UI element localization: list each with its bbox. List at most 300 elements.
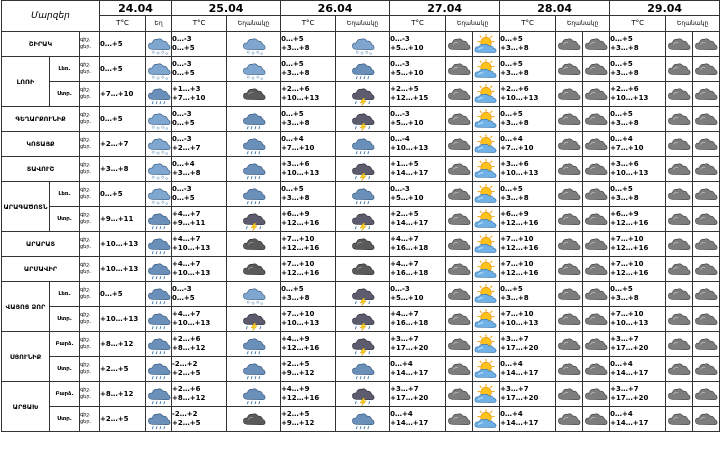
temperature-cell: 0…+5 [100, 107, 146, 132]
table-row [2, 382, 720, 407]
weather-icon-cell [473, 157, 500, 182]
weather-icon-cell [556, 57, 583, 82]
weather-icon-cell [227, 32, 281, 57]
weather-icon-cell [666, 182, 693, 207]
region-name: ՎԱՅՈՑ ՁՈՐ [2, 282, 50, 332]
cloud-icon [693, 308, 719, 331]
rain-cloud-icon [350, 408, 376, 431]
date-header: 29.04 [610, 1, 720, 16]
temperature-cell: 0…+5 [100, 282, 146, 307]
weather-icon-cell [336, 57, 390, 82]
temperature-cell: 0…+5 +3…+8 [281, 182, 336, 207]
rain-cloud-icon [241, 133, 267, 156]
weather-icon-cell [693, 107, 720, 132]
temperature-cell: +7…+10 +12…+16 [281, 257, 336, 282]
temperature-cell: 0…-3 0…+5 [172, 57, 227, 82]
weather-icon-cell [583, 307, 610, 332]
cloud-icon [583, 333, 609, 356]
weather-icon-cell [583, 282, 610, 307]
weather-icon-cell [693, 82, 720, 107]
table-row [2, 82, 720, 107]
weather-icon-cell [227, 382, 281, 407]
rain-cloud-icon [241, 183, 267, 206]
weather-icon-cell [473, 132, 500, 157]
sun-cloud-icon [473, 258, 499, 281]
sun-cloud-icon [473, 133, 499, 156]
weather-icon-cell [473, 82, 500, 107]
region-header: Մարզեր [2, 1, 100, 32]
day-night-label: գիշ. ցեր. [80, 107, 100, 132]
temperature-cell: +7…+10 +12…+16 [500, 257, 556, 282]
snow-cloud-icon [241, 58, 267, 81]
temperature-cell: 0…-3 0…+5 [172, 107, 227, 132]
weather-icon-cell [556, 32, 583, 57]
weather-icon-cell [227, 332, 281, 357]
rain-cloud-icon [146, 308, 172, 331]
region-name: ՍՅՈՒՆԻՔ [2, 332, 50, 382]
weather-icon-cell [473, 32, 500, 57]
temperature-cell: 0…+4 +14…+17 [610, 357, 666, 382]
rain-cloud-icon [146, 358, 172, 381]
cloud-icon [556, 83, 582, 106]
cloud-icon [446, 358, 472, 381]
cloud-icon [583, 58, 609, 81]
temperature-cell: +4…+9 +12…+16 [281, 332, 336, 357]
day-night-label: գիշ. ցեր. [80, 207, 100, 232]
weather-icon-cell [146, 207, 172, 232]
day-night-label: գիշ. ցեր. [80, 407, 100, 432]
weather-icon-cell [556, 257, 583, 282]
cloud-icon [666, 333, 692, 356]
weather-icon-cell [693, 157, 720, 182]
temperature-cell: +10…+13 [100, 257, 146, 282]
region-name: ԱՐԱԳԱԾՈՏՆ [2, 182, 50, 232]
cloud-icon [446, 183, 472, 206]
weather-icon-cell [666, 307, 693, 332]
weather-icon-cell [693, 207, 720, 232]
weather-icon-cell [446, 157, 473, 182]
day-night-label: գիշ. ցեր. [80, 82, 100, 107]
weather-icon-cell [336, 407, 390, 432]
temperature-cell: 0…+5 [100, 32, 146, 57]
weather-icon-cell [446, 332, 473, 357]
weather-icon-cell [336, 132, 390, 157]
temperature-cell: +2…+6 +10…+13 [281, 82, 336, 107]
cloud-icon [666, 283, 692, 306]
temperature-cell: +10…+13 [100, 232, 146, 257]
table-row [2, 182, 720, 207]
cloud-icon [446, 308, 472, 331]
weather-icon-cell [336, 82, 390, 107]
temperature-cell: +7…+10 +10…+13 [281, 307, 336, 332]
temperature-cell: +9…+11 [100, 207, 146, 232]
weather-icon-cell [556, 107, 583, 132]
weather-icon-cell [146, 282, 172, 307]
sun-cloud-icon [473, 358, 499, 381]
cloud-icon [446, 258, 472, 281]
cloud-icon [583, 408, 609, 431]
weather-icon-cell [336, 382, 390, 407]
temperature-cell: 0…+5 [100, 57, 146, 82]
weather-icon-cell [146, 407, 172, 432]
weather-icon-cell [666, 157, 693, 182]
temperature-cell: 0…+4 +14…+17 [610, 407, 666, 432]
cloud-icon [556, 133, 582, 156]
weather-icon-cell [693, 332, 720, 357]
weather-icon-cell [556, 307, 583, 332]
weather-icon-cell [227, 57, 281, 82]
table-row [2, 32, 720, 57]
temperature-cell: +4…+7 +10…+13 [172, 257, 227, 282]
weather-icon-cell [446, 382, 473, 407]
cloud-icon [666, 83, 692, 106]
table-row [2, 107, 720, 132]
cloud-icon [666, 258, 692, 281]
weather-icon-cell [446, 207, 473, 232]
weather-icon-cell [227, 307, 281, 332]
cloud-icon [666, 158, 692, 181]
weather-icon-cell [446, 57, 473, 82]
weather-icon-cell [146, 182, 172, 207]
cloud-icon [556, 333, 582, 356]
sun-cloud-icon [473, 308, 499, 331]
weather-icon-cell [227, 157, 281, 182]
weather-icon-cell [227, 207, 281, 232]
weather-icon-cell [583, 357, 610, 382]
cloud-icon [666, 33, 692, 56]
altitude-label: Լեռ. [50, 282, 80, 307]
weather-icon-cell [336, 282, 390, 307]
weather-icon-cell [693, 57, 720, 82]
date-header: 28.04 [500, 1, 610, 16]
cloud-icon [666, 183, 692, 206]
cloud-icon [556, 158, 582, 181]
sun-cloud-icon [473, 33, 499, 56]
rain-cloud-icon [350, 58, 376, 81]
day-night-label: գիշ. ցեր. [80, 132, 100, 157]
cloud-icon [556, 183, 582, 206]
weather-icon-cell [336, 332, 390, 357]
day-night-label: գիշ. ցեր. [80, 57, 100, 82]
sun-cloud-icon [473, 233, 499, 256]
rain-cloud-icon [146, 258, 172, 281]
cloud-icon [556, 233, 582, 256]
temperature-cell: 0…+5 +3…+8 [281, 282, 336, 307]
thunder-icon [350, 108, 376, 131]
cloud-icon [693, 158, 719, 181]
weather-icon-cell [227, 282, 281, 307]
temperature-cell: 0…+4 +7…+10 [610, 132, 666, 157]
cloud-icon [556, 308, 582, 331]
temperature-cell: 0…+5 +3…+8 [281, 107, 336, 132]
weather-icon-cell [473, 57, 500, 82]
weather-icon-cell [146, 257, 172, 282]
sun-cloud-icon [473, 208, 499, 231]
temperature-cell: +3…+7 +17…+20 [610, 382, 666, 407]
rain-cloud-icon [350, 183, 376, 206]
rain-cloud-icon [350, 133, 376, 156]
date-header: 26.04 [281, 1, 390, 16]
temperature-cell: 0…-3 +2…+7 [172, 132, 227, 157]
cloud-icon [693, 183, 719, 206]
weather-icon-cell [583, 132, 610, 157]
cloud-icon [556, 33, 582, 56]
snow-cloud-icon [350, 33, 376, 56]
temperature-cell: +3…+7 +17…+20 [390, 382, 446, 407]
snow-cloud-icon [241, 33, 267, 56]
cloud-icon [556, 283, 582, 306]
table-row [2, 407, 720, 432]
cloud-icon [583, 308, 609, 331]
temperature-cell: 0…+4 +14…+17 [500, 407, 556, 432]
rain-cloud-icon [146, 408, 172, 431]
snow-cloud-icon [146, 133, 172, 156]
temperature-cell: +10…+13 [100, 307, 146, 332]
temperature-cell: +7…+10 +10…+13 [500, 307, 556, 332]
weather-icon-cell [583, 332, 610, 357]
cloud-icon [666, 358, 692, 381]
forecast-table [1, 0, 720, 432]
weather-icon-cell [446, 132, 473, 157]
temperature-cell: 0…+5 +3…+8 [610, 182, 666, 207]
weather-icon-cell [583, 382, 610, 407]
temperature-cell: 0…-3 +5…+10 [390, 32, 446, 57]
weather-icon-cell [473, 182, 500, 207]
temperature-cell: +4…+7 +10…+13 [172, 232, 227, 257]
weather-icon-cell [227, 82, 281, 107]
temp-column-header: T°C [500, 16, 556, 32]
temperature-cell: 0…+5 +3…+8 [500, 57, 556, 82]
weather-icon-cell [336, 357, 390, 382]
weather-column-header: Եղանակը [556, 16, 610, 32]
temperature-cell: 0…+5 +3…+8 [610, 107, 666, 132]
table-row [2, 257, 720, 282]
rain-cloud-icon [241, 108, 267, 131]
cloud-icon [666, 308, 692, 331]
temperature-cell: 0…-3 +5…+10 [390, 57, 446, 82]
thunder-icon [350, 208, 376, 231]
weather-column-header: Եղանակը [666, 16, 720, 32]
weather-icon-cell [446, 32, 473, 57]
weather-icon-cell [666, 107, 693, 132]
weather-icon-cell [473, 357, 500, 382]
weather-icon-cell [146, 232, 172, 257]
temperature-cell: +1…+5 +14…+17 [390, 157, 446, 182]
temp-column-header: T°C [610, 16, 666, 32]
weather-icon-cell [556, 132, 583, 157]
weather-icon-cell [556, 82, 583, 107]
cloud-icon [446, 208, 472, 231]
cloud-icon [556, 208, 582, 231]
temperature-cell: 0…+5 +3…+8 [610, 282, 666, 307]
weather-icon-cell [583, 32, 610, 57]
temperature-cell: +7…+10 +12…+16 [281, 232, 336, 257]
cloud-icon [446, 83, 472, 106]
weather-column-header: Եղանակը [446, 16, 500, 32]
cloud-icon [693, 333, 719, 356]
weather-icon-cell [693, 382, 720, 407]
weather-icon-cell [146, 32, 172, 57]
altitude-label: Բարձ. [50, 382, 80, 407]
temperature-cell: +2…+5 +14…+17 [390, 207, 446, 232]
temperature-cell: +6…+9 +12…+16 [281, 207, 336, 232]
temperature-cell: 0…+4 +7…+10 [500, 132, 556, 157]
thunder-icon [350, 333, 376, 356]
cloud-icon [693, 83, 719, 106]
weather-icon-cell [556, 207, 583, 232]
region-name: ՏԱՎՈՒՇ [2, 157, 80, 182]
temperature-cell: +4…+7 +9…+11 [172, 207, 227, 232]
temperature-cell: +1…+3 +7…+10 [172, 82, 227, 107]
temperature-cell: 0…+5 +3…+8 [500, 182, 556, 207]
temperature-cell: +3…+6 +10…+13 [281, 157, 336, 182]
day-night-label: գիշ. ցեր. [80, 307, 100, 332]
cloud-icon [666, 208, 692, 231]
temperature-cell: +3…+8 [100, 157, 146, 182]
cloud-icon [666, 108, 692, 131]
altitude-label: Լեռ. [50, 57, 80, 82]
table-row [2, 207, 720, 232]
table-row [2, 57, 720, 82]
weather-icon-cell [336, 182, 390, 207]
temperature-cell: +7…+10 +12…+16 [610, 232, 666, 257]
table-row [2, 282, 720, 307]
cloud-icon [693, 408, 719, 431]
snow-cloud-icon [146, 183, 172, 206]
cloud-icon [583, 283, 609, 306]
sun-cloud-icon [473, 108, 499, 131]
thunder-icon [241, 308, 267, 331]
dark-cloud-icon [241, 258, 267, 281]
weather-icon-cell [583, 207, 610, 232]
table-row [2, 332, 720, 357]
temperature-cell: +7…+10 +12…+16 [610, 257, 666, 282]
cloud-icon [693, 108, 719, 131]
temperature-cell: +4…+7 +10…+13 [172, 307, 227, 332]
weather-icon-cell [446, 232, 473, 257]
cloud-icon [446, 108, 472, 131]
weather-icon-cell [473, 107, 500, 132]
weather-icon-cell [693, 182, 720, 207]
weather-icon-cell [583, 232, 610, 257]
altitude-label: Ստր. [50, 357, 80, 382]
weather-icon-cell [693, 132, 720, 157]
cloud-icon [446, 58, 472, 81]
thunder-icon [350, 283, 376, 306]
thunder-icon [350, 383, 376, 406]
temperature-cell: 0…+4 +14…+17 [390, 407, 446, 432]
altitude-label: Ստր. [50, 307, 80, 332]
altitude-label: Ստր. [50, 207, 80, 232]
temperature-cell: 0…+5 +3…+8 [610, 32, 666, 57]
cloud-icon [666, 133, 692, 156]
weather-icon-cell [146, 357, 172, 382]
region-name: ԱՐՄԱՎԻՐ [2, 257, 80, 282]
cloud-icon [693, 133, 719, 156]
weather-icon-cell [666, 57, 693, 82]
cloud-icon [693, 383, 719, 406]
temperature-cell: +6…+9 +12…+16 [500, 207, 556, 232]
region-name: ԿՈՏԱՅՔ [2, 132, 80, 157]
weather-icon-cell [227, 107, 281, 132]
temperature-cell: +7…+10 +12…+16 [500, 232, 556, 257]
weather-column-header: Եղանակը [336, 16, 390, 32]
cloud-icon [583, 358, 609, 381]
weather-icon-cell [146, 82, 172, 107]
weather-icon-cell [146, 382, 172, 407]
sun-cloud-icon [473, 383, 499, 406]
region-name: ԼՈՌԻ [2, 57, 50, 107]
weather-column-header: Եղ [146, 16, 172, 32]
temperature-cell: 0…-3 0…+5 [172, 282, 227, 307]
dark-cloud-icon [241, 408, 267, 431]
sun-cloud-icon [473, 283, 499, 306]
sun-cloud-icon [473, 83, 499, 106]
cloud-icon [556, 58, 582, 81]
temperature-cell: +3…+6 +10…+13 [610, 157, 666, 182]
weather-icon-cell [693, 257, 720, 282]
cloud-icon [556, 108, 582, 131]
temperature-cell: 0…+5 +3…+8 [500, 32, 556, 57]
weather-icon-cell [583, 257, 610, 282]
day-night-label: գիշ. ցեր. [80, 282, 100, 307]
altitude-label: Բարձ. [50, 332, 80, 357]
cloud-icon [583, 208, 609, 231]
weather-icon-cell [556, 182, 583, 207]
weather-icon-cell [473, 207, 500, 232]
temperature-cell: +7…+10 +10…+13 [610, 307, 666, 332]
weather-icon-cell [583, 82, 610, 107]
cloud-icon [446, 158, 472, 181]
temperature-cell: +4…+7 +16…+18 [390, 307, 446, 332]
weather-icon-cell [336, 207, 390, 232]
weather-icon-cell [556, 407, 583, 432]
weather-icon-cell [556, 382, 583, 407]
rain-cloud-icon [146, 83, 172, 106]
temp-column-header: T°C [100, 16, 146, 32]
weather-icon-cell [336, 307, 390, 332]
weather-icon-cell [693, 282, 720, 307]
weather-icon-cell [146, 157, 172, 182]
cloud-icon [446, 383, 472, 406]
cloud-icon [693, 233, 719, 256]
temperature-cell: +4…+7 +16…+18 [390, 232, 446, 257]
sun-cloud-icon [473, 333, 499, 356]
day-night-label: գիշ. ցեր. [80, 332, 100, 357]
weather-icon-cell [146, 57, 172, 82]
cloud-icon [693, 33, 719, 56]
weather-icon-cell [336, 232, 390, 257]
altitude-label: Ստր. [50, 407, 80, 432]
weather-icon-cell [666, 382, 693, 407]
weather-icon-cell [227, 232, 281, 257]
weather-icon-cell [666, 332, 693, 357]
table-row [2, 232, 720, 257]
region-name: ԱՐԱՐԱՏ [2, 232, 80, 257]
region-name: ԱՐՑԱԽ [2, 382, 50, 432]
cloud-icon [556, 383, 582, 406]
temperature-cell: 0…+4 +14…+17 [500, 357, 556, 382]
date-header: 27.04 [390, 1, 500, 16]
temperature-cell: +2…+5 [100, 357, 146, 382]
temperature-cell: +3…+7 +17…+20 [500, 332, 556, 357]
snow-cloud-icon [146, 33, 172, 56]
weather-icon-cell [556, 157, 583, 182]
cloud-icon [446, 283, 472, 306]
weather-icon-cell [666, 232, 693, 257]
cloud-icon [583, 33, 609, 56]
weather-icon-cell [146, 132, 172, 157]
